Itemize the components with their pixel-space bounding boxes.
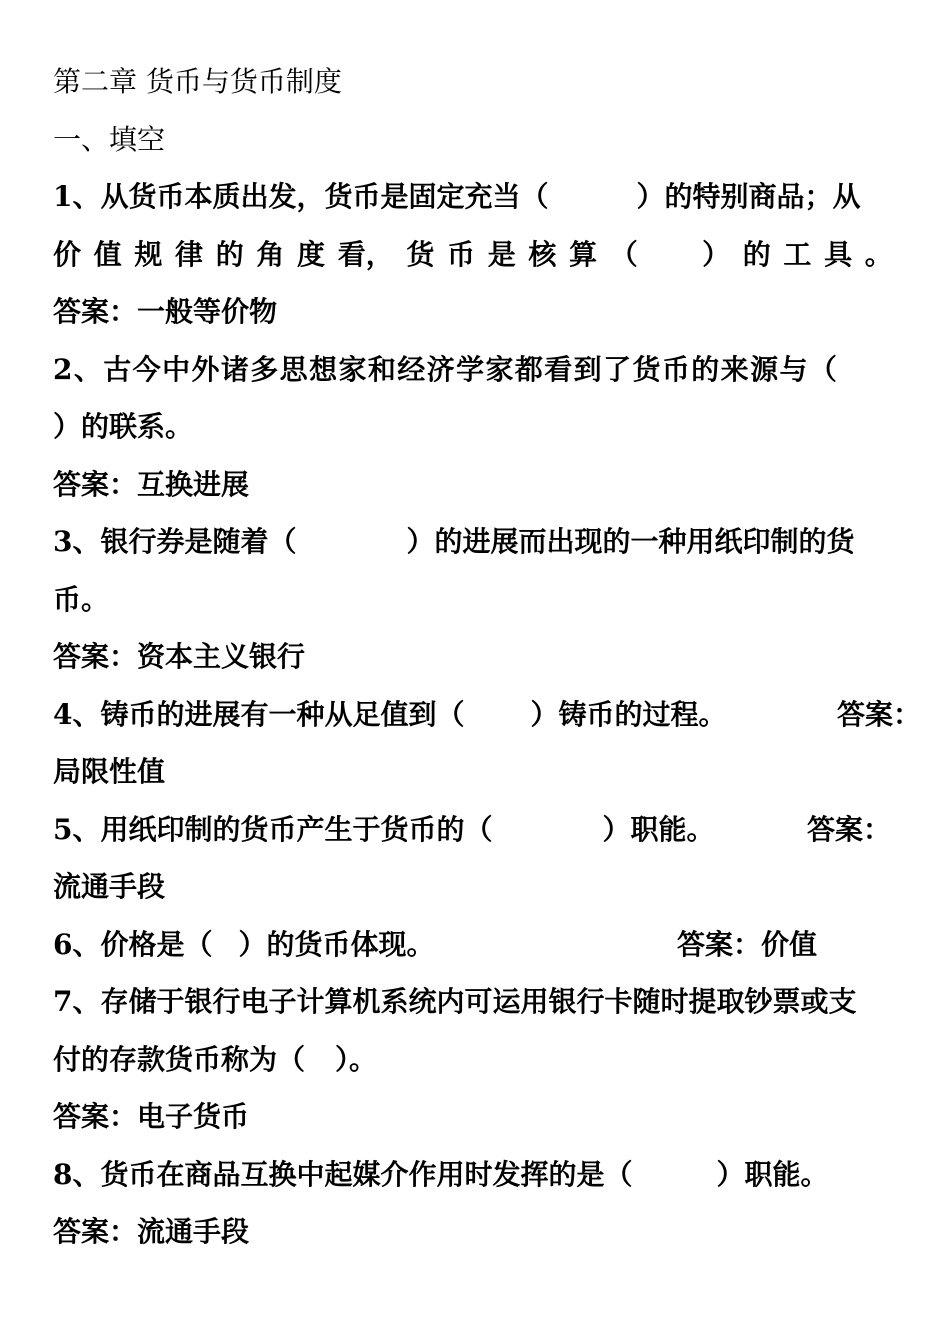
question-1-line-2-glyph <box>650 233 689 291</box>
question-1-line-2-glyph: 的 <box>215 237 244 271</box>
question-1-line-2-glyph: 规 <box>134 237 163 271</box>
question-1-line-2-glyph: 货 <box>406 237 435 271</box>
question-8-text-a: 8、货币在商品互换中起媒介作用时发挥的是（ <box>53 1157 633 1191</box>
answer-7: 答案：电子货币 <box>53 1100 250 1133</box>
question-1-line-2-glyph: 币 <box>447 237 476 271</box>
question-1-line-2-glyph: 价 <box>53 237 82 271</box>
question-6-text-b: ）的货币体现。 <box>238 927 435 961</box>
question-1-line-2-glyph: 值 <box>93 237 122 271</box>
answer-5-value: 流通手段 <box>53 870 166 903</box>
question-1-text-b: ）的特别商品；从 <box>636 180 861 213</box>
question-3-line-1 <box>53 520 913 578</box>
question-1-line-1 <box>53 175 913 233</box>
question-1-line-2-glyph: 具 <box>824 237 853 271</box>
question-1-line-2-glyph: 工 <box>783 237 812 271</box>
question-3-text-a: 3、银行券是随着（ <box>53 525 297 558</box>
answer-8: 答案：流通手段 <box>53 1215 250 1248</box>
question-7-line-2 <box>53 1038 913 1096</box>
question-1-line-2-glyph: 核 <box>528 237 557 271</box>
question-8-text-b: ）职能。 <box>716 1157 829 1191</box>
question-4-text-a: 4、铸币的进展有一种从足值到（ <box>53 697 465 731</box>
question-5-line-1 <box>53 808 913 866</box>
chapter-title: 第二章 货币与货币制度 <box>53 65 342 98</box>
answer-5-label: 答案： <box>807 812 892 846</box>
answer-1: 答案：一般等价物 <box>53 295 278 328</box>
question-3-line-2: 币。 <box>53 582 110 616</box>
question-1-line-2-glyph: 是 <box>487 237 516 271</box>
question-1-line-2-glyph: ） <box>702 237 731 271</box>
question-1-line-2-glyph: （ <box>609 237 638 271</box>
question-5-text-a: 5、用纸印制的货币产生于货币的（ <box>53 812 493 846</box>
question-1-line-2-glyph: 度 <box>297 237 326 271</box>
answer-6: 答案：价值 <box>677 927 818 961</box>
question-2-line-2: ）的联系。 <box>53 410 194 443</box>
answer-4-value: 局限性值 <box>53 755 166 788</box>
question-7-line-1: 7、存储于银行电子计算机系统内可运用银行卡随时提取钞票或支 <box>53 985 857 1018</box>
question-4-line-1 <box>53 693 922 751</box>
question-7-text-a: 付的存款货币称为（ <box>53 1042 306 1076</box>
question-1-line-2-glyph: 的 <box>742 237 771 271</box>
question-1-line-2-glyph: 算 <box>569 237 598 271</box>
question-2-line-1: 2、古今中外诸多思想家和经济学家都看到了货币的来源与（ <box>53 352 839 386</box>
section-title: 一、填空 <box>53 122 166 156</box>
question-5-text-b: ）职能。 <box>602 812 715 846</box>
answer-2: 答案：互换进展 <box>53 467 250 501</box>
question-1-line-2-glyph: 角 <box>256 237 285 271</box>
question-1-line-2 <box>53 233 893 291</box>
question-4-text-b: ）铸币的过程。 <box>530 697 727 731</box>
question-8-line-1 <box>53 1153 913 1211</box>
answer-3: 答案：资本主义银行 <box>53 640 306 673</box>
question-7-text-b: ）。 <box>335 1042 378 1076</box>
question-6-text-a: 6、价格是（ <box>53 927 213 961</box>
question-3-text-b: ）的进展而出现的一种用纸印制的货 <box>406 525 855 558</box>
question-1-line-2-glyph: 。 <box>864 237 893 271</box>
question-1-line-2-glyph: 看， <box>337 237 394 271</box>
answer-4-label: 答案： <box>837 697 922 731</box>
document-page <box>53 60 922 1268</box>
question-1-line-2-glyph: 律 <box>175 237 204 271</box>
question-1-text-a: 1、从货币本质出发，货币是固定充当（ <box>53 180 549 213</box>
question-6-line-1 <box>53 923 913 981</box>
